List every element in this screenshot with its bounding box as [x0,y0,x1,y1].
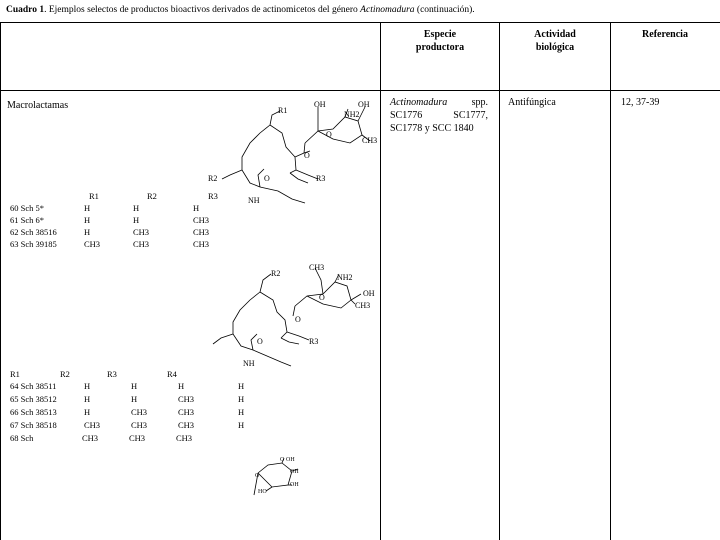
s2-o-carbonyl: O [257,337,263,346]
species-genus: Actinomadura [390,97,448,108]
table2-row-68-r2: CH3 [129,433,146,443]
s3-oh-a: OH [286,457,295,463]
table1-row-60-r2: H [133,203,140,213]
structure-3-sugar [248,455,308,500]
s3-oh-c: OH [290,482,299,488]
header-activity: Actividad biológica [534,29,576,53]
table1-row-63-r3: CH3 [193,239,210,249]
table1-row-63-r1: CH3 [84,239,101,249]
table-caption [6,5,475,15]
table2-row-68-r3: CH3 [176,433,193,443]
class-label: Macrolactamas [7,100,69,111]
table1-row-62-r1: H [84,227,91,237]
table2-row-64-name: 64 Sch 38511 [10,381,57,391]
s3-oh-b: OH [290,469,299,475]
table2-row-66-name: 66 Sch 38513 [10,407,57,417]
table2-row-66-r1: H [84,407,91,417]
table1-row-60-name: 60 Sch 5* [10,203,44,213]
s3-o-top: O [280,457,285,463]
table2-row-64-r4: H [238,381,245,391]
table2-row-65-r4: H [238,394,245,404]
species-line-3: SC1778 y SCC 1840 [390,123,474,134]
table2-row-65-name: 65 Sch 38512 [10,394,57,404]
table1-header-r3: R3 [208,191,218,201]
table1-row-62-r3: CH3 [193,227,210,237]
s2-nh: NH [243,359,255,368]
header-bottom-border [0,90,720,91]
s1-o-link: O [304,151,310,160]
table2-row-68-r1: CH3 [82,433,99,443]
column-divider-activity [499,22,500,540]
activity-cell: Antifúngica [508,97,556,108]
column-divider-reference [610,22,611,540]
s1-r1: R1 [278,106,288,115]
s3-o-ring: O [255,473,260,479]
s2-ch3-bottom: CH3 [355,301,371,310]
s1-r3: R3 [316,174,326,183]
s2-r2: R2 [271,269,281,278]
s2-nh2: NH2 [337,273,353,282]
table1-header-r1: R1 [89,191,99,201]
caption-number: Cuadro 1 [6,5,45,15]
table2-row-67-name: 67 Sch 38518 [10,420,57,430]
table2-row-65-r2: H [131,394,138,404]
header-species: Especie productora [415,29,465,53]
table1-row-62-r2: CH3 [133,227,150,237]
table2-header-r3: R3 [107,369,117,379]
s1-r2: R2 [208,174,218,183]
s1-ch3: CH3 [362,136,378,145]
table2-row-67-r3: CH3 [178,420,195,430]
table2-header-r2: R2 [60,369,70,379]
s3-ho: HO [258,489,267,495]
table2-row-67-r4: H [238,420,245,430]
species-line-2: SC1776 SC1777, [390,110,488,121]
table1-row-61-r1: H [84,215,91,225]
species-spp: spp. [471,97,488,108]
table2-row-64-r3: H [178,381,185,391]
table2-header-r4: R4 [167,369,177,379]
table2-row-65-r3: CH3 [178,394,195,404]
table2-row-65-r1: H [84,394,91,404]
table2-row-67-r1: CH3 [84,420,101,430]
caption-genus: Actinomadura [360,5,415,15]
s2-o-ring: O [319,293,325,302]
table1-row-63-r2: CH3 [133,239,150,249]
table1-row-61-r3: CH3 [193,215,210,225]
table2-row-67-r2: CH3 [131,420,148,430]
table2-row-64-r1: H [84,381,91,391]
structure-1-macrolactam [200,95,385,210]
species-line-1 [390,96,488,109]
s1-oh-a: OH [314,100,326,109]
table1-row-62-name: 62 Sch 38516 [10,227,57,237]
s2-o-link: O [295,315,301,324]
s1-oh-b: OH [358,100,370,109]
table2-row-66-r4: H [238,407,245,417]
table2-row-68-name: 68 Sch [10,433,34,443]
s2-oh: OH [363,289,375,298]
caption-tail: (continuación). [414,5,475,15]
table1-row-63-name: 63 Sch 39185 [10,239,57,249]
s1-o-carbonyl: O [264,174,270,183]
species-cell [390,96,488,135]
s3-bond-d [266,487,272,491]
s3-ring [258,463,292,487]
table1-row-61-name: 61 Sch 6* [10,215,44,225]
table-top-border [0,22,720,23]
table2-row-66-r2: CH3 [131,407,148,417]
structure-1-sugar [304,107,370,153]
structure-2-macrolactam [205,260,385,370]
reference-cell: 12, 37-39 [621,97,660,108]
s2-ch3-top: CH3 [309,263,325,272]
table-left-border [0,22,1,540]
header-reference: Referencia [642,29,688,40]
table2-header-r1: R1 [10,369,20,379]
s1-nh2: NH2 [344,110,360,119]
table1-header-r2: R2 [147,191,157,201]
s1-nh: NH [248,196,260,205]
table1-row-61-r2: H [133,215,140,225]
table1-row-60-r3: H [193,203,200,213]
s2-r3: R3 [309,337,319,346]
table1-row-60-r1: H [84,203,91,213]
caption-text: . Ejemplos selectos de productos bioactivos derivados de actinomicetos del género [44,5,361,15]
table2-row-66-r3: CH3 [178,407,195,417]
s1-o-ring: O [326,130,332,139]
table2-row-64-r2: H [131,381,138,391]
